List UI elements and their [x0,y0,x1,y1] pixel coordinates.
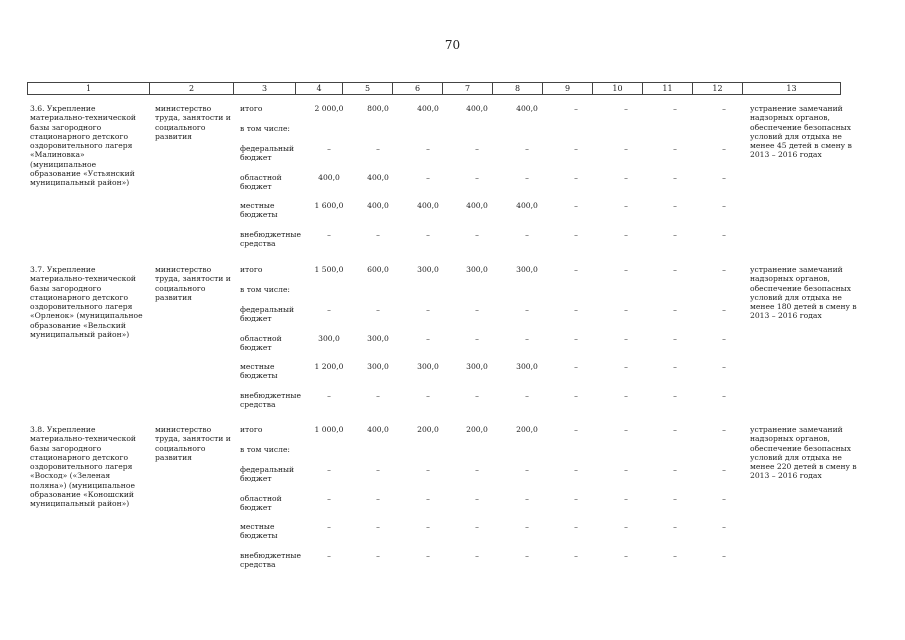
value-cell: – [525,522,529,531]
header-cell-3: 3 [234,83,296,94]
value-cell: – [722,425,726,434]
value-cell: – [574,201,578,210]
value-cell: – [624,522,628,531]
value-cell: 400,0 [367,201,389,210]
value-cell: – [722,334,726,343]
value-cell: – [673,551,677,560]
section-title: 3.8. Укрепление материально-технической базы загородного стационарного детского оздоровительного лагеря «Восход» («Зеленая поляна») (муниципальное образование «Коношский муниципальный район») [30,425,136,509]
value-cell: 300,0 [466,265,488,274]
value-cell: – [624,104,628,113]
value-cell: – [327,522,331,531]
value-cell: – [673,265,677,274]
value-cell: 1 600,0 [314,201,344,210]
value-cell: 400,0 [466,201,488,210]
row-label: в том числе: [240,124,290,133]
header-cell-1: 1 [28,83,150,94]
section-executor: министерство труда, занятости и социального развития [155,104,231,141]
value-cell: 1 500,0 [314,265,344,274]
value-cell: – [475,230,479,239]
value-cell: – [624,334,628,343]
header-cell-4: 4 [296,83,343,94]
value-cell: – [574,425,578,434]
value-cell: – [475,494,479,503]
section-result: устранение замечаний надзорных органов, обеспечение безопасных условий для отдыха не менее 180 детей в смену в 2013 – 2016 годах [750,265,857,321]
row-label: областной бюджет [240,173,282,192]
table-header [27,82,841,95]
value-cell: – [376,144,380,153]
value-cell: – [574,104,578,113]
value-cell: – [376,551,380,560]
value-cell: 300,0 [417,265,439,274]
header-cell-12: 12 [693,83,743,94]
value-cell: – [722,494,726,503]
value-cell: – [673,362,677,371]
row-label: местные бюджеты [240,201,278,220]
value-cell: – [722,173,726,182]
value-cell: – [426,551,430,560]
row-label: областной бюджет [240,334,282,353]
value-cell: – [673,305,677,314]
header-cell-11: 11 [643,83,693,94]
value-cell: – [722,104,726,113]
value-cell: – [574,494,578,503]
value-cell: 400,0 [516,104,538,113]
value-cell: 200,0 [466,425,488,434]
value-cell: – [574,465,578,474]
value-cell: – [327,391,331,400]
value-cell: – [624,551,628,560]
value-cell: – [624,201,628,210]
value-cell: – [722,391,726,400]
value-cell: – [525,465,529,474]
value-cell: 400,0 [516,201,538,210]
value-cell: – [426,230,430,239]
row-label: местные бюджеты [240,362,278,381]
value-cell: 1 000,0 [314,425,344,434]
value-cell: 200,0 [516,425,538,434]
value-cell: – [574,173,578,182]
value-cell: – [624,265,628,274]
row-label: внебюджетные средства [240,230,301,249]
section-executor: министерство труда, занятости и социального развития [155,265,231,302]
row-label: внебюджетные средства [240,551,301,570]
value-cell: – [574,144,578,153]
value-cell: 400,0 [466,104,488,113]
row-label: областной бюджет [240,494,282,513]
value-cell: – [673,201,677,210]
value-cell: – [327,230,331,239]
row-label: федеральный бюджет [240,465,295,484]
section-result: устранение замечаний надзорных органов, обеспечение безопасных условий для отдыха не менее 220 детей в смену в 2013 – 2016 годах [750,425,857,481]
value-cell: – [475,522,479,531]
value-cell: – [574,551,578,560]
value-cell: 400,0 [367,425,389,434]
value-cell: – [426,334,430,343]
value-cell: – [673,173,677,182]
header-cell-7: 7 [443,83,493,94]
row-label: в том числе: [240,285,290,294]
value-cell: – [574,265,578,274]
value-cell: – [574,305,578,314]
value-cell: – [525,334,529,343]
value-cell: – [624,494,628,503]
value-cell: – [525,391,529,400]
row-label: внебюджетные средства [240,391,301,410]
value-cell: – [376,391,380,400]
value-cell: – [525,551,529,560]
value-cell: – [722,265,726,274]
value-cell: – [376,305,380,314]
header-cell-6: 6 [393,83,443,94]
value-cell: – [722,201,726,210]
row-label: итого [240,265,263,274]
value-cell: – [376,494,380,503]
value-cell: – [722,522,726,531]
value-cell: 300,0 [516,265,538,274]
section-title: 3.7. Укрепление материально-технической базы загородного стационарного детского оздоровительного лагеря «Орленок» (муниципальное образование «Вельский муниципальный район») [30,265,143,340]
section-title: 3.6. Укрепление материально-технической базы загородного стационарного детского оздоровительного лагеря «Малиновка» (муниципальное образование «Устьянский муниципальный район») [30,104,136,188]
value-cell: – [475,551,479,560]
value-cell: – [426,465,430,474]
value-cell: – [673,494,677,503]
value-cell: – [376,522,380,531]
value-cell: 400,0 [417,201,439,210]
value-cell: – [327,465,331,474]
value-cell: – [327,305,331,314]
value-cell: – [376,465,380,474]
value-cell: – [673,465,677,474]
value-cell: 400,0 [367,173,389,182]
value-cell: – [327,494,331,503]
value-cell: – [376,230,380,239]
value-cell: 800,0 [367,104,389,113]
value-cell: – [624,144,628,153]
value-cell: – [426,305,430,314]
value-cell: – [624,362,628,371]
value-cell: 300,0 [466,362,488,371]
value-cell: – [475,144,479,153]
page-number: 70 [444,38,461,52]
row-label: итого [240,104,263,113]
value-cell: – [574,230,578,239]
value-cell: 300,0 [318,334,340,343]
value-cell: – [475,465,479,474]
value-cell: – [327,551,331,560]
section-result: устранение замечаний надзорных органов, обеспечение безопасных условий для отдыха не менее 45 детей в смену в 2013 – 2016 годах [750,104,852,160]
header-cell-13: 13 [786,84,797,93]
value-cell: – [624,425,628,434]
header-cell-8: 8 [493,83,543,94]
value-cell: 2 000,0 [314,104,344,113]
value-cell: – [624,391,628,400]
value-cell: – [624,465,628,474]
value-cell: – [525,305,529,314]
value-cell: – [426,522,430,531]
value-cell: – [475,173,479,182]
value-cell: – [722,362,726,371]
value-cell: – [574,391,578,400]
row-label: местные бюджеты [240,522,278,541]
value-cell: – [574,334,578,343]
value-cell: – [624,305,628,314]
header-cell-5: 5 [343,83,393,94]
value-cell: 300,0 [367,362,389,371]
value-cell: – [426,391,430,400]
value-cell: – [673,144,677,153]
value-cell: – [426,494,430,503]
value-cell: – [574,362,578,371]
value-cell: – [722,230,726,239]
value-cell: 400,0 [318,173,340,182]
row-label: федеральный бюджет [240,305,295,324]
value-cell: – [673,425,677,434]
value-cell: – [722,305,726,314]
value-cell: – [426,144,430,153]
value-cell: – [624,230,628,239]
header-cell-2: 2 [150,83,234,94]
value-cell: – [525,230,529,239]
value-cell: – [722,144,726,153]
header-cell-10: 10 [593,83,643,94]
value-cell: – [525,144,529,153]
value-cell: – [525,494,529,503]
value-cell: 400,0 [417,104,439,113]
value-cell: – [475,334,479,343]
header-cell-9: 9 [543,83,593,94]
value-cell: – [624,173,628,182]
value-cell: – [673,334,677,343]
value-cell: 600,0 [367,265,389,274]
value-cell: – [475,391,479,400]
value-cell: – [574,522,578,531]
row-label: итого [240,425,263,434]
section-executor: министерство труда, занятости и социального развития [155,425,231,462]
value-cell: 1 200,0 [314,362,344,371]
value-cell: – [327,144,331,153]
value-cell: – [475,305,479,314]
value-cell: 300,0 [367,334,389,343]
value-cell: 300,0 [516,362,538,371]
value-cell: – [525,173,529,182]
value-cell: 300,0 [417,362,439,371]
value-cell: – [673,522,677,531]
value-cell: – [722,465,726,474]
value-cell: – [673,104,677,113]
value-cell: – [722,551,726,560]
row-label: федеральный бюджет [240,144,295,163]
value-cell: 200,0 [417,425,439,434]
value-cell: – [426,173,430,182]
value-cell: – [673,230,677,239]
row-label: в том числе: [240,445,290,454]
value-cell: – [673,391,677,400]
